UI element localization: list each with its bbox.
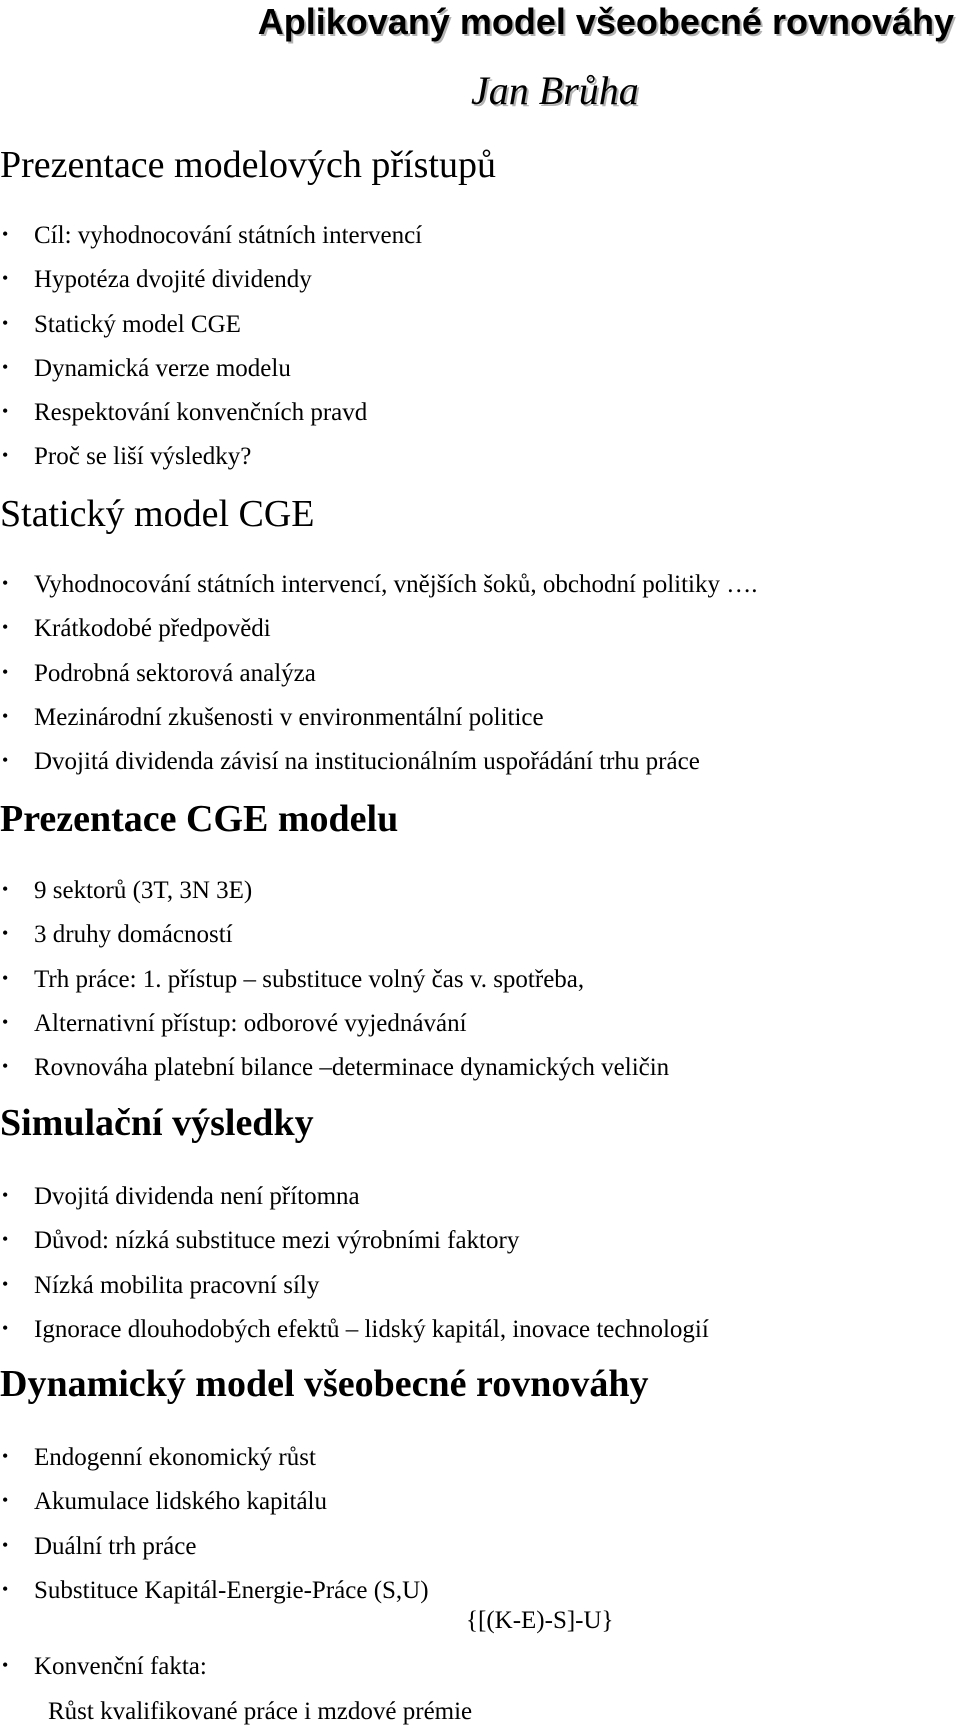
- list-item: [0, 965, 669, 1009]
- bullet-list-cge-presentation: [0, 876, 669, 1097]
- bullet-icon: •: [2, 1578, 9, 1599]
- bullet-list-dynamic-model: [0, 1443, 429, 1620]
- list-item: [0, 1053, 669, 1097]
- list-item-text: Proč se liší výsledky?: [34, 443, 252, 471]
- list-item: [0, 614, 758, 658]
- list-item: [0, 398, 422, 442]
- section-heading-dynamic-model: Dynamický model všeobecné rovnováhy: [0, 1363, 649, 1405]
- bullet-icon: •: [2, 705, 9, 726]
- list-item-text: Endogenní ekonomický růst: [34, 1444, 316, 1471]
- bullet-icon: •: [2, 1229, 9, 1250]
- bullet-icon: •: [2, 573, 9, 593]
- bullet-icon: •: [2, 967, 9, 988]
- section-heading-simulation-results: Simulační výsledky: [0, 1102, 314, 1144]
- list-item-text: Cíl: vyhodnocování státních intervencí: [34, 222, 423, 249]
- list-item: [0, 1652, 207, 1696]
- bullet-icon: •: [2, 1534, 9, 1555]
- list-item-text: Mezinárodní zkušenosti v environmentální politice: [34, 703, 544, 731]
- bullet-icon: •: [2, 1317, 9, 1338]
- author-name: Jan Brůha: [471, 68, 639, 113]
- bullet-list-model-approaches: [0, 221, 422, 487]
- list-item-text: 9 sektorů (3T, 3N 3E): [34, 877, 253, 904]
- bullet-icon: •: [2, 312, 9, 333]
- substitution-formula: {[(K-E)-S]-U}: [466, 1607, 614, 1634]
- list-item-text: Hypotéza dvojité dividendy: [34, 266, 312, 294]
- list-item: [0, 876, 669, 920]
- bullet-icon: •: [2, 1273, 9, 1294]
- bullet-icon: •: [2, 1011, 9, 1032]
- list-item-text: Akumulace lidského kapitálu: [34, 1488, 327, 1516]
- list-item: [0, 310, 422, 354]
- list-item: [0, 1009, 669, 1053]
- list-item: [0, 747, 758, 791]
- list-item: [0, 354, 422, 398]
- bullet-icon: •: [2, 1185, 9, 1205]
- bullet-list-static-cge: [0, 570, 758, 791]
- list-item-text: Konvenční fakta:: [34, 1653, 207, 1680]
- bullet-list-simulation-results: [0, 1182, 709, 1359]
- list-item-text: 3 druhy domácností: [34, 921, 233, 949]
- list-item-text: Alternativní přístup: odborové vyjednávání: [34, 1009, 467, 1037]
- list-item-text: Dvojitá dividenda závisí na institucionálním uspořádání trhu práce: [34, 748, 700, 776]
- list-item: [0, 1532, 429, 1576]
- list-item-text: Vyhodnocování státních intervencí, vnějších šoků, obchodní politiky ….: [34, 571, 758, 598]
- list-item-text: Trh práce: 1. přístup – substituce volný čas v. spotřeba,: [34, 965, 585, 993]
- list-item-text: Duální trh práce: [34, 1532, 197, 1560]
- sub-list-item: Růst kvalifikované práce i mzdové prémie: [48, 1698, 473, 1725]
- list-item: [0, 1487, 429, 1531]
- list-item-text: Rovnováha platební bilance –determinace dynamických veličin: [34, 1054, 670, 1082]
- list-item: [0, 1315, 709, 1359]
- list-item-text: Důvod: nízká substituce mezi výrobními faktory: [34, 1227, 520, 1255]
- list-item-text: Respektování konvenčních pravd: [34, 399, 368, 427]
- bullet-icon: •: [2, 268, 9, 289]
- list-item: [0, 703, 758, 747]
- page-title: Aplikovaný model všeobecné rovnováhy: [257, 1, 954, 42]
- list-item: [0, 1226, 709, 1270]
- list-item: [0, 221, 422, 265]
- list-item-text: Dvojitá dividenda není přítomna: [34, 1183, 360, 1210]
- list-item-text: Dynamická verze modelu: [34, 354, 291, 382]
- list-item: [0, 1271, 709, 1315]
- section-heading-cge-presentation: Prezentace CGE modelu: [0, 798, 399, 840]
- bullet-icon: •: [2, 445, 9, 466]
- list-item: [0, 265, 422, 309]
- list-item: [0, 920, 669, 964]
- list-item: [0, 1443, 429, 1487]
- list-item: [0, 1182, 709, 1226]
- list-item-text: Substituce Kapitál-Energie-Práce (S,U): [34, 1576, 429, 1604]
- list-item: [0, 1576, 429, 1620]
- bullet-icon: •: [2, 1490, 9, 1511]
- list-item-text: Statický model CGE: [34, 310, 241, 338]
- bullet-icon: •: [2, 879, 9, 899]
- list-item: [0, 442, 422, 486]
- bullet-icon: •: [2, 1655, 9, 1675]
- bullet-icon: •: [2, 1446, 9, 1466]
- bullet-icon: •: [2, 661, 9, 682]
- list-item-text: Nízká mobilita pracovní síly: [34, 1271, 320, 1299]
- bullet-icon: •: [2, 401, 9, 422]
- bullet-list-conventional-facts: [0, 1652, 207, 1696]
- bullet-icon: •: [2, 750, 9, 771]
- bullet-icon: •: [2, 1056, 9, 1077]
- list-item: [0, 659, 758, 703]
- list-item-text: Ignorace dlouhodobých efektů – lidský kapitál, inovace technologií: [34, 1315, 709, 1343]
- section-heading-model-approaches: Prezentace modelových přístupů: [0, 144, 496, 186]
- bullet-icon: •: [2, 617, 9, 638]
- bullet-icon: •: [2, 923, 9, 944]
- list-item-text: Krátkodobé předpovědi: [34, 615, 271, 643]
- bullet-icon: •: [2, 356, 9, 377]
- section-heading-static-cge: Statický model CGE: [0, 493, 315, 535]
- bullet-icon: •: [2, 224, 9, 244]
- list-item-text: Podrobná sektorová analýza: [34, 659, 316, 687]
- list-item: [0, 570, 758, 614]
